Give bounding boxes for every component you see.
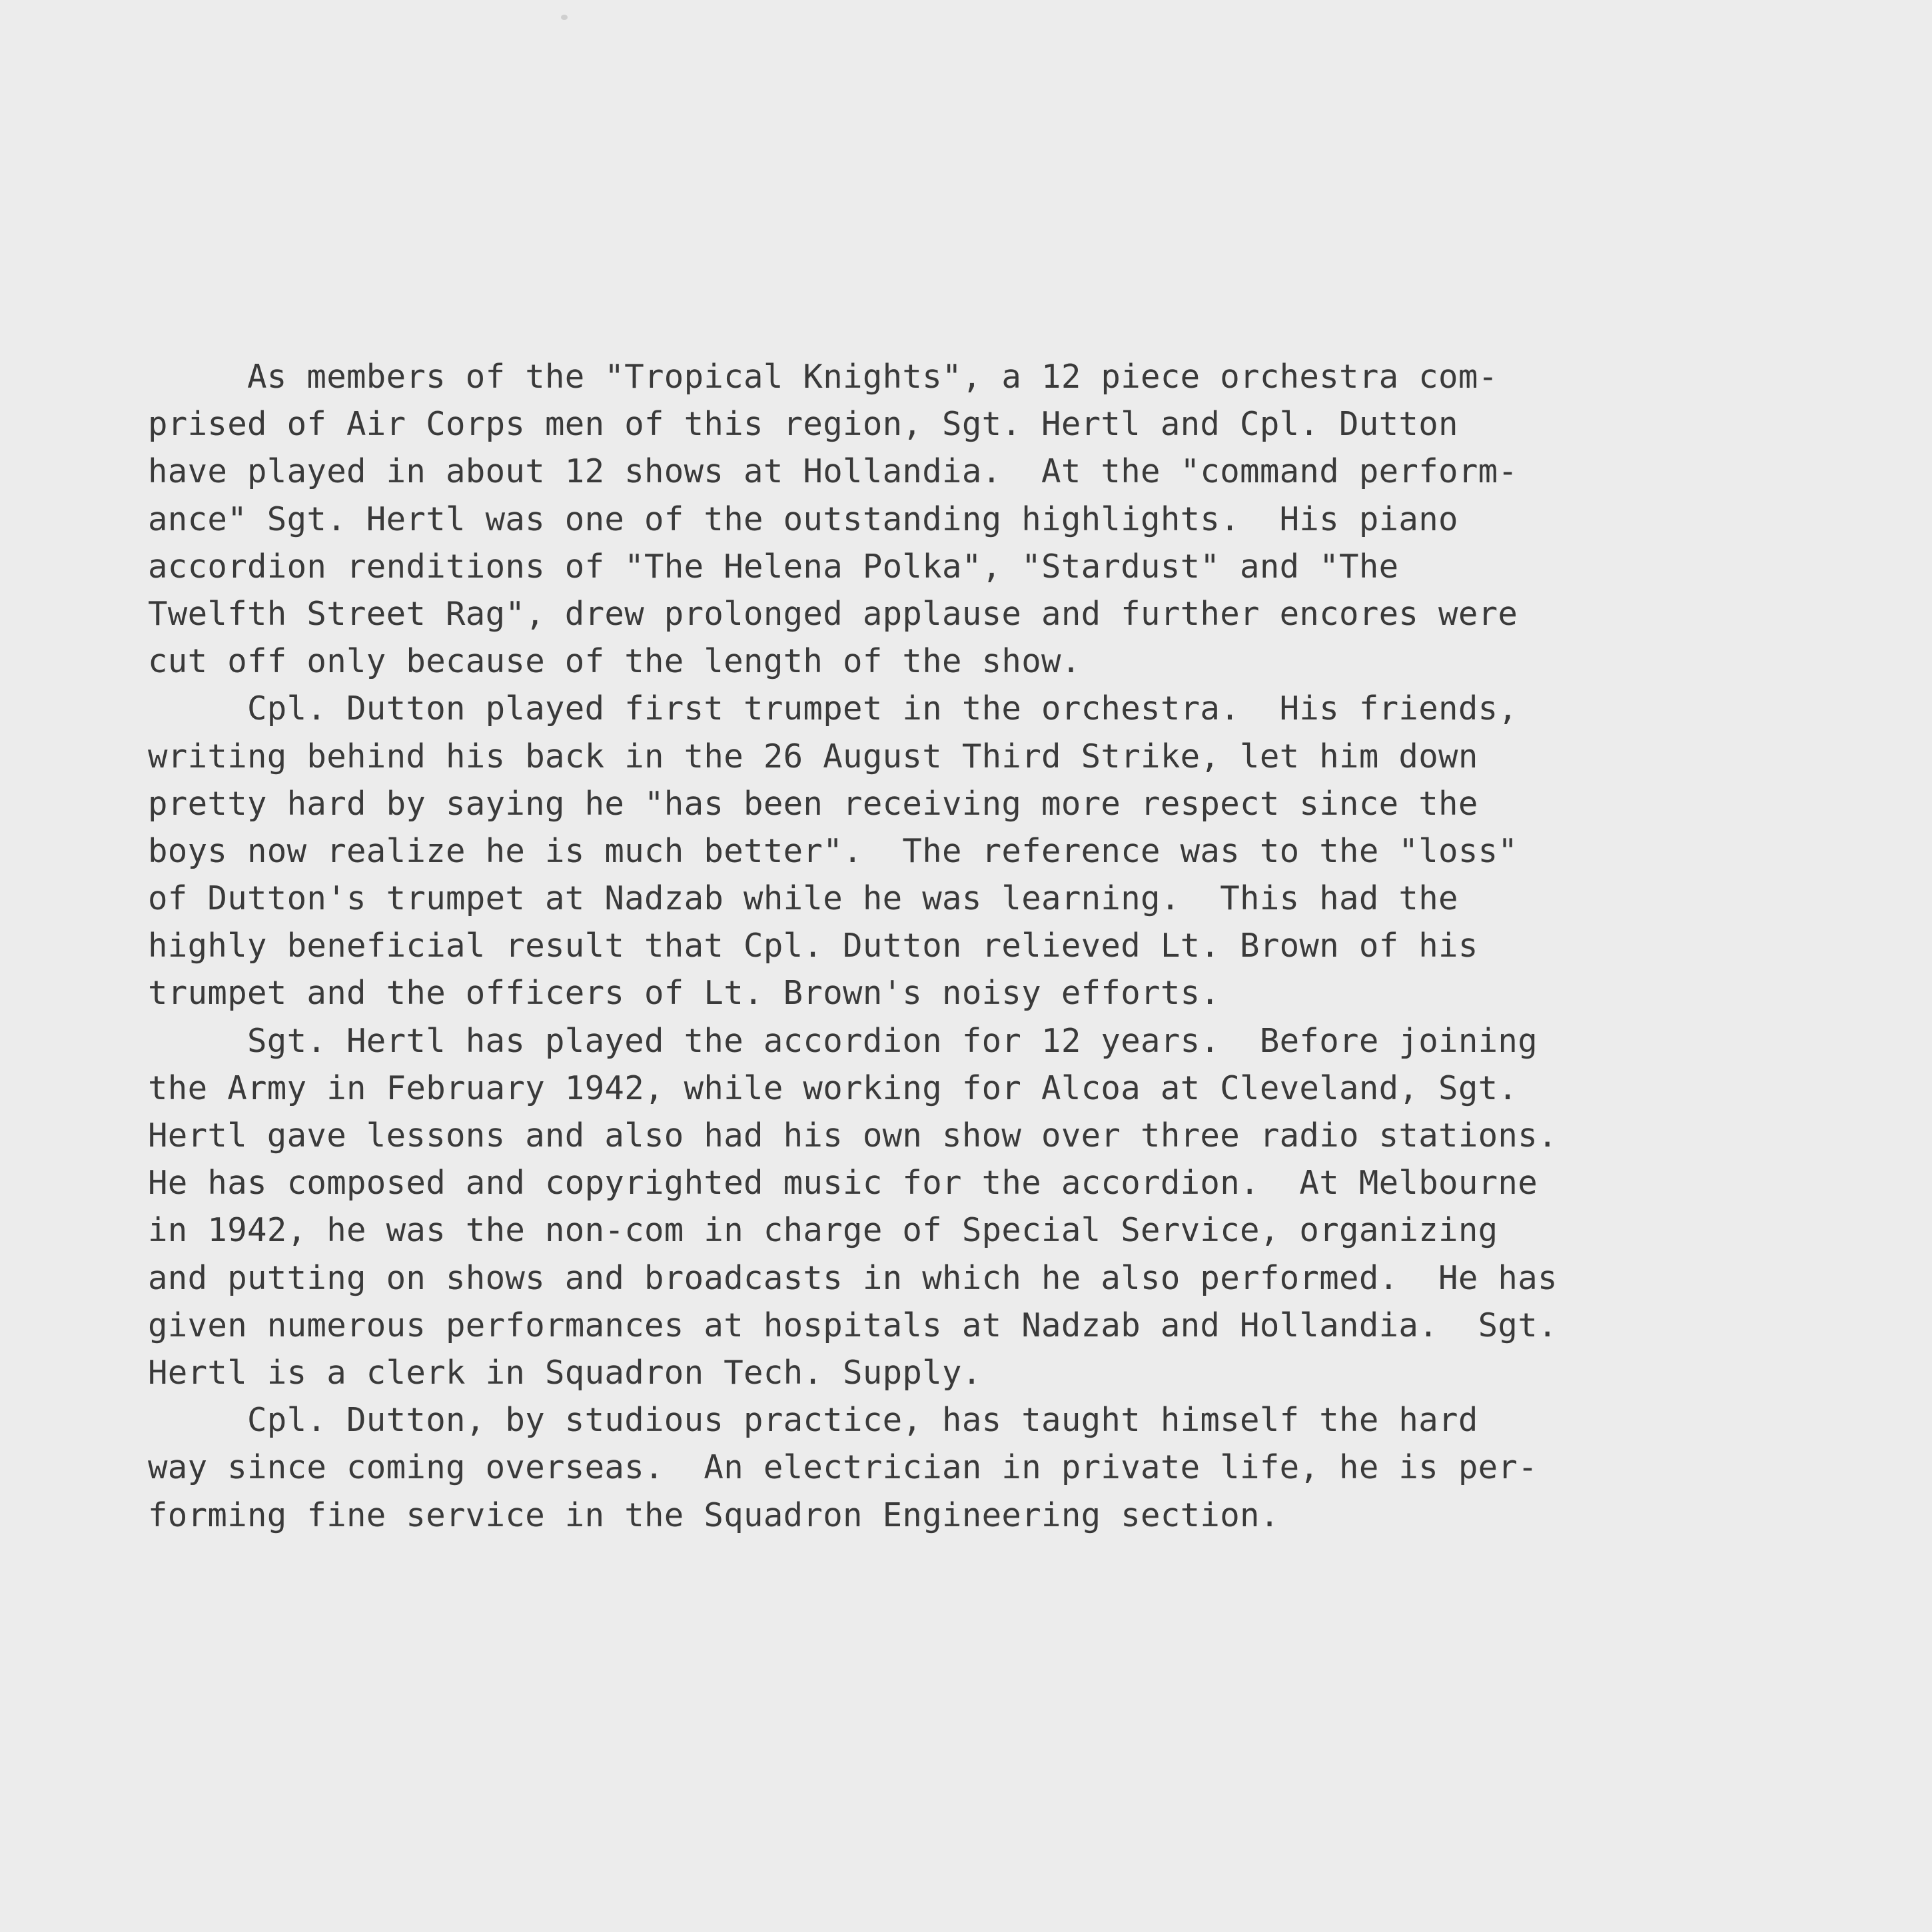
text-line: prised of Air Corps men of this region, Sgt. Hertl and Cpl. Dutton — [148, 405, 1458, 444]
text-line: He has composed and copyrighted music for the accordion. At Melbourne — [148, 1164, 1538, 1203]
text-line: Hertl is a clerk in Squadron Tech. Supply. — [148, 1353, 982, 1392]
text-line: pretty hard by saying he "has been receiving more respect since the — [148, 784, 1478, 823]
text-line: Cpl. Dutton, by studious practice, has taught himself the hard — [148, 1401, 1478, 1440]
text-line: writing behind his back in the 26 August Third Strike, let him down — [148, 737, 1478, 775]
text-line: of Dutton's trumpet at Nadzab while he was learning. This had the — [148, 879, 1458, 918]
text-line: the Army in February 1942, while working for Alcoa at Cleveland, Sgt. — [148, 1069, 1518, 1107]
text-line: highly beneficial result that Cpl. Dutton relieved Lt. Brown of his — [148, 927, 1478, 965]
text-line: have played in about 12 shows at Hollandia. At the "command perform- — [148, 452, 1518, 491]
typed-text-body — [148, 353, 1853, 1539]
text-line: in 1942, he was the non-com in charge of Special Service, organizing — [148, 1211, 1498, 1250]
text-line: Sgt. Hertl has played the accordion for 12 years. Before joining — [148, 1021, 1538, 1060]
text-line: Hertl gave lessons and also had his own show over three radio stations. — [148, 1117, 1558, 1155]
text-line: ance" Sgt. Hertl was one of the outstanding highlights. His piano — [148, 500, 1458, 538]
text-line: trumpet and the officers of Lt. Brown's noisy efforts. — [148, 974, 1220, 1013]
paper-speck — [561, 15, 568, 20]
text-line: Cpl. Dutton played first trumpet in the orchestra. His friends, — [148, 690, 1518, 728]
text-line: accordion renditions of "The Helena Polka", "Stardust" and "The — [148, 547, 1399, 586]
text-line: As members of the "Tropical Knights", a 12 piece orchestra com- — [148, 358, 1498, 396]
text-line: forming fine service in the Squadron Engineering section. — [148, 1496, 1280, 1534]
text-line: given numerous performances at hospitals at Nadzab and Hollandia. Sgt. — [148, 1306, 1558, 1344]
text-line: and putting on shows and broadcasts in which he also performed. He has — [148, 1258, 1558, 1297]
text-line: boys now realize he is much better". The reference was to the "loss" — [148, 831, 1518, 870]
text-line: way since coming overseas. An electrician in private life, he is per- — [148, 1448, 1538, 1487]
text-line: Twelfth Street Rag", drew prolonged applause and further encores were — [148, 594, 1518, 633]
text-line: cut off only because of the length of the show. — [148, 642, 1081, 681]
